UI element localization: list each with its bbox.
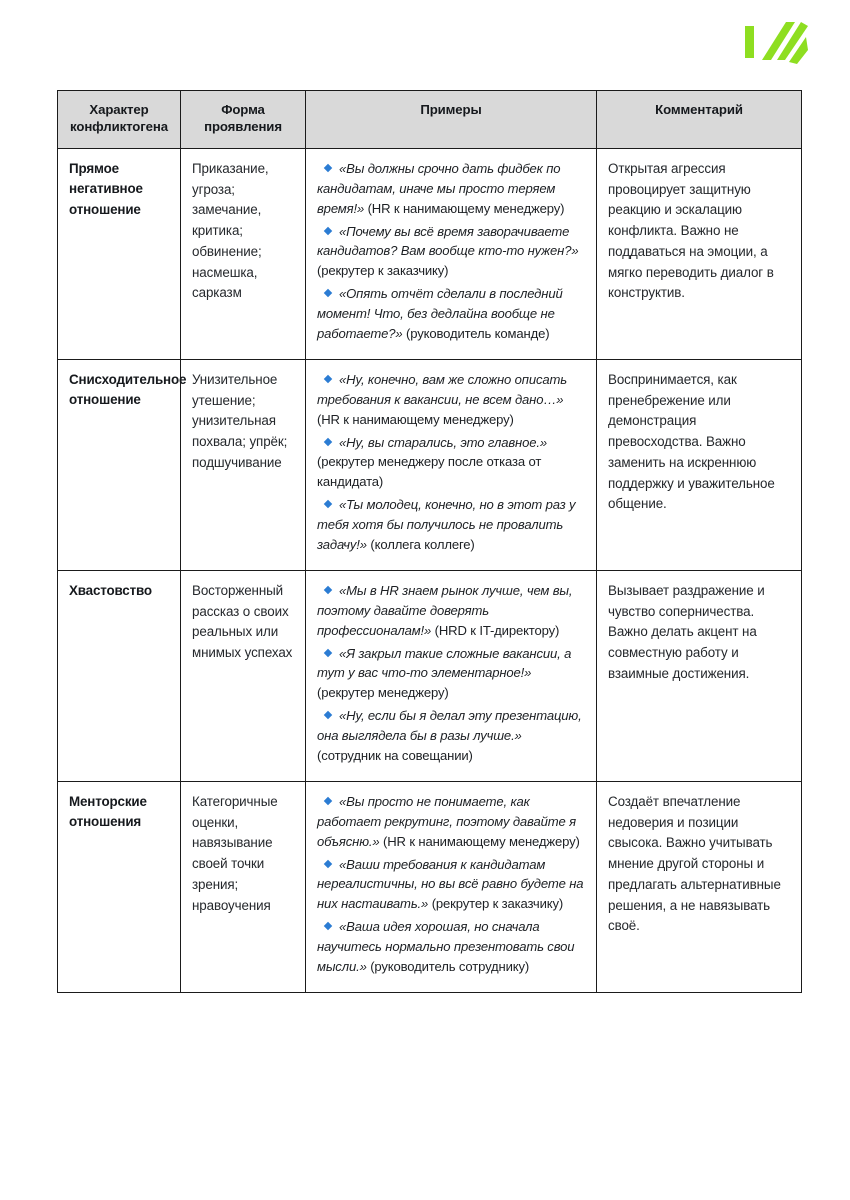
diamond-bullet-icon: [324, 164, 332, 172]
cell-examples: [306, 570, 597, 781]
example-item: [317, 284, 585, 346]
cell-conflictogen-type: Менторские отношения: [58, 781, 181, 992]
example-source: (руководитель сотруднику): [370, 959, 530, 975]
example-item: [317, 370, 585, 432]
diamond-bullet-icon: [324, 289, 332, 297]
conflictogen-table-wrapper: [57, 90, 801, 993]
brand-logo-k-icon: [742, 16, 808, 68]
column-header-form-label: Форма проявления: [204, 102, 282, 135]
example-source: (сотрудник на совещании): [317, 748, 473, 763]
cell-comment: Открытая агрессия провоцирует защитную реакцию и эскалацию конфликта. Важно не поддаваться на эмоции, а мягко переводить диалог в конструктив.: [597, 148, 802, 359]
cell-examples: [306, 781, 597, 992]
example-item: [317, 706, 585, 768]
example-quote: «Ваши требования к кандидатам нереалистичны, но вы всё равно будете на них настаивать.»: [317, 856, 584, 912]
conflictogen-table: [57, 90, 802, 993]
example-quote: «Опять отчёт сделали в последний момент! Что, без дедлайна вообще не работаете?»: [317, 286, 563, 341]
cell-conflictogen-type: Снисходительное отношение: [58, 359, 181, 570]
brand-logo: [742, 16, 808, 68]
examples-list: [317, 159, 585, 346]
column-header-examples: [306, 91, 597, 149]
example-quote: «Вы просто не понимаете, как работает рекрутинг, поэтому давайте я объясню.»: [317, 793, 576, 849]
example-source: (HR к нанимающему менеджеру): [383, 833, 580, 849]
example-source: (HRD к IT-директору): [434, 622, 560, 638]
table-row: [58, 359, 802, 570]
cell-comment: Вызывает раздражение и чувство соперничества. Важно делать акцент на совместную работу и взаимные достижения.: [597, 570, 802, 781]
example-source: (руководитель команде): [406, 325, 550, 341]
diamond-bullet-icon: [324, 922, 332, 930]
table-header: [58, 91, 802, 149]
diamond-bullet-icon: [324, 648, 332, 656]
example-quote: «Ты молодец, конечно, но в этот раз у тебя хотя бы получилось не провалить задачу!»: [317, 497, 576, 552]
cell-comment: Воспринимается, как пренебрежение или демонстрация превосходства. Важно заменить на искреннюю поддержку и уважительное общение.: [597, 359, 802, 570]
cell-conflictogen-type: Хвастовство: [58, 570, 181, 781]
cell-conflictogen-type: Прямое негативное отношение: [58, 148, 181, 359]
example-quote: «Мы в HR знаем рынок лучше, чем вы, поэтому давайте доверять профессионалам!»: [317, 582, 573, 638]
examples-list: [317, 792, 585, 979]
example-quote: «Почему вы всё время заворачиваете кандидатов? Вам вообще кто-то нужен?»: [317, 223, 579, 259]
example-item: [317, 222, 585, 284]
example-source: (рекрутер к заказчику): [317, 263, 449, 279]
example-item: [317, 792, 585, 854]
examples-list: [317, 581, 585, 768]
example-source: (HR к нанимающему менеджеру): [317, 411, 514, 427]
diamond-bullet-icon: [324, 500, 332, 508]
example-quote: «Ну, если бы я делал эту презентацию, она выглядела бы в разы лучше.»: [317, 708, 582, 744]
column-header-type-label: Характер конфликтогена: [70, 102, 168, 135]
example-quote: «Ну, вы старались, это главное.»: [339, 434, 547, 450]
cell-manifestation-form: Категоричные оценки, навязывание своей точки зрения; нравоучения: [181, 781, 306, 992]
example-item: [317, 917, 585, 979]
column-header-form: [181, 91, 306, 149]
example-source: (рекрутер менеджеру после отказа от кандидата): [317, 454, 542, 490]
table-row: [58, 570, 802, 781]
cell-comment: Создаёт впечатление недоверия и позиции свысока. Важно учитывать мнение другой стороны и предлагать альтернативные решения, а не навязывать своё.: [597, 781, 802, 992]
example-quote: «Ваша идея хорошая, но сначала научитесь нормально презентовать свои мысли.»: [317, 919, 575, 975]
column-header-comment-label: Комментарий: [655, 102, 743, 117]
cell-manifestation-form: Приказание, угроза; замечание, критика; обвинение; насмешка, сарказм: [181, 148, 306, 359]
example-item: [317, 644, 585, 706]
diamond-bullet-icon: [324, 437, 332, 445]
diamond-bullet-icon: [324, 711, 332, 719]
example-item: [317, 495, 585, 557]
table-body: [58, 148, 802, 992]
diamond-bullet-icon: [324, 797, 332, 805]
example-item: [317, 581, 585, 643]
table-header-row: [58, 91, 802, 149]
column-header-type: [58, 91, 181, 149]
table-row: [58, 781, 802, 992]
cell-manifestation-form: Унизительное утешение; унизительная похвала; упрёк; подшучивание: [181, 359, 306, 570]
table-row: [58, 148, 802, 359]
example-quote: «Я закрыл такие сложные вакансии, а тут у вас что-то элементарное!»: [317, 645, 572, 681]
diamond-bullet-icon: [324, 226, 332, 234]
diamond-bullet-icon: [324, 586, 332, 594]
example-source: (рекрутер к заказчику): [431, 896, 564, 912]
example-source: (коллега коллеге): [370, 536, 475, 552]
cell-examples: [306, 148, 597, 359]
cell-manifestation-form: Восторженный рассказ о своих реальных или мнимых успехах: [181, 570, 306, 781]
example-item: [317, 855, 585, 917]
example-quote: «Вы должны срочно дать фидбек по кандидатам, иначе мы просто теряем время!»: [317, 160, 561, 216]
example-item: [317, 159, 585, 221]
column-header-examples-label: Примеры: [420, 102, 482, 117]
example-source: (рекрутер менеджеру): [317, 685, 449, 701]
diamond-bullet-icon: [324, 859, 332, 867]
diamond-bullet-icon: [324, 375, 332, 383]
examples-list: [317, 370, 585, 557]
example-quote: «Ну, конечно, вам же сложно описать требования к вакансии, не всем дано…»: [317, 371, 568, 407]
cell-examples: [306, 359, 597, 570]
example-item: [317, 433, 585, 495]
column-header-comment: [597, 91, 802, 149]
example-source: (HR к нанимающему менеджеру): [367, 200, 565, 216]
